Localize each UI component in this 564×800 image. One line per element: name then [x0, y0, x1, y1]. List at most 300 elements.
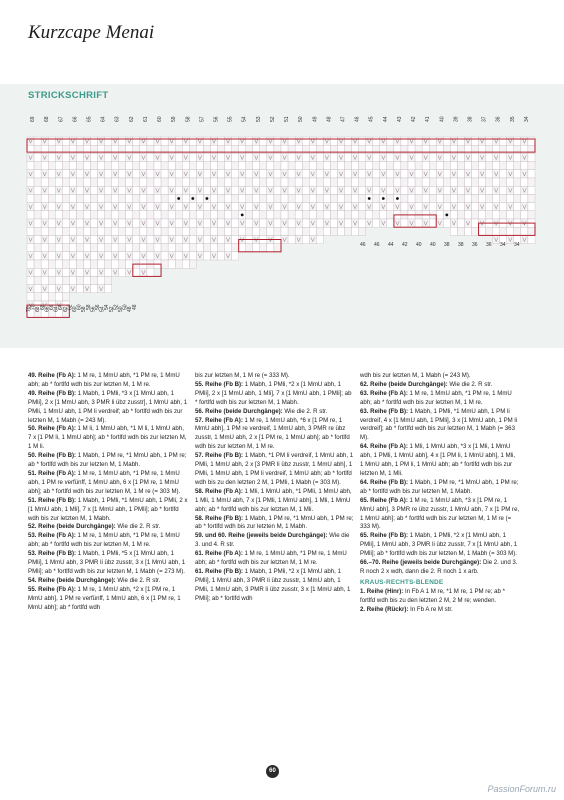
chart-cell: [154, 227, 161, 235]
chart-cell: [486, 137, 493, 145]
chart-cell: [189, 162, 196, 170]
chart-cell: [105, 211, 112, 219]
chart-cell: [345, 162, 352, 170]
chart-cell: [521, 203, 528, 211]
chart-cell: [62, 293, 69, 301]
chart-cell: [295, 211, 302, 219]
chart-cell: [140, 211, 147, 219]
row-label-top: 68: [44, 116, 51, 122]
row-label-side: 46: [360, 242, 366, 248]
chart-cell: [147, 178, 154, 186]
chart-cell: [27, 186, 34, 194]
chart-cell: [232, 186, 239, 194]
chart-cell: [267, 153, 274, 161]
chart-cell: [479, 203, 486, 211]
chart-cell: [295, 203, 302, 211]
chart-cell: [260, 162, 267, 170]
chart-cell: [472, 137, 479, 145]
chart-cell: [140, 203, 147, 211]
chart-cell: [302, 170, 309, 178]
chart-cell: [373, 153, 380, 161]
chart-cell: [76, 276, 83, 284]
chart-cell: [359, 194, 366, 202]
instruction-paragraph: [28, 425, 188, 452]
row-label: 64. Reihe (Fb B):: [360, 478, 409, 486]
chart-cell: [401, 162, 408, 170]
chart-cell: [239, 203, 246, 211]
row-text: Wie die 2. R str.: [115, 576, 161, 584]
chart-cell: [429, 153, 436, 161]
row-text: Wie die 2. R str.: [447, 380, 493, 388]
chart-cell: [210, 211, 217, 219]
row-label-top: 56: [213, 116, 220, 122]
chart-cell: [133, 211, 140, 219]
chart-cell: [105, 162, 112, 170]
chart-cell: [154, 186, 161, 194]
chart-cell: [196, 170, 203, 178]
chart-cell: [239, 194, 246, 202]
chart-cell: [203, 170, 210, 178]
chart-cell: [514, 211, 521, 219]
chart-cell: [464, 219, 471, 227]
chart-cell: [76, 178, 83, 186]
instruction-paragraph: [360, 532, 520, 559]
chart-cell: [41, 153, 48, 161]
chart-cell: [41, 162, 48, 170]
chart-cell: [126, 194, 133, 202]
chart-cell: [34, 252, 41, 260]
chart-cell: [98, 211, 105, 219]
chart-cell: [91, 285, 98, 293]
chart-cell: [253, 162, 260, 170]
chart-cell: [225, 211, 232, 219]
chart-cell: [528, 137, 535, 145]
chart-cell: [337, 162, 344, 170]
chart-cell: [168, 153, 175, 161]
chart-cell: [493, 137, 500, 145]
chart-cell: [105, 244, 112, 252]
chart-cell: [443, 153, 450, 161]
row-text: 1 Mli, 1 MmU abh, *1 PMli, 1 MmU abh, 1 Mli, 1 MmU abh, 7 x [1 PMli, 1 MmU abh], 1 Mli, 1 MmU abh; ab * fortlfd wdh bis zur letzten M, 1 Mli.: [195, 487, 352, 513]
chart-cell: [528, 162, 535, 170]
row-label-top: 66: [72, 116, 79, 122]
chart-cell: [154, 235, 161, 243]
chart-cell: [295, 153, 302, 161]
chart-cell: [168, 260, 175, 268]
chart-cell: [161, 219, 168, 227]
chart-cell: [408, 170, 415, 178]
chart-cell: [41, 137, 48, 145]
row-label-bottom: 70: [30, 304, 37, 310]
chart-cell: [69, 137, 76, 145]
chart-cell: [147, 162, 154, 170]
chart-cell: [359, 219, 366, 227]
chart-cell: [500, 227, 507, 235]
chart-cell: [316, 235, 323, 243]
chart-cell: [62, 252, 69, 260]
row-label-bottom: 66: [49, 304, 55, 310]
chart-cell: [302, 203, 309, 211]
chart-cell: [316, 219, 323, 227]
row-label-top: 35: [509, 116, 516, 122]
chart-cell: [112, 211, 119, 219]
chart-cell: [316, 203, 323, 211]
chart-cell: [415, 162, 422, 170]
chart-cell: [112, 235, 119, 243]
chart-cell: [218, 170, 225, 178]
chart-cell: [337, 219, 344, 227]
chart-cell: [27, 285, 34, 293]
chart-cell: [500, 153, 507, 161]
chart-cell: [225, 178, 232, 186]
chart-cell: [175, 219, 182, 227]
chart-cell: [493, 211, 500, 219]
chart-cell: [98, 244, 105, 252]
row-label: 55. Reihe (Fb B):: [195, 380, 244, 388]
chart-cell: [48, 153, 55, 161]
row-label-top: 40: [439, 116, 446, 122]
chart-cell: [345, 170, 352, 178]
chart-cell: [394, 203, 401, 211]
chart-cell: [464, 194, 471, 202]
chart-cell: [302, 186, 309, 194]
chart-cell: [457, 203, 464, 211]
chart-cell: [161, 260, 168, 268]
chart-cell: [225, 252, 232, 260]
chart-cell: [98, 137, 105, 145]
row-label: 57. Reihe (Fb A):: [195, 416, 243, 424]
chart-cell: [112, 244, 119, 252]
chart-cell: [105, 186, 112, 194]
chart-cell: [330, 162, 337, 170]
chart-cell: [239, 219, 246, 227]
chart-cell: [281, 211, 288, 219]
chart-cell: [514, 186, 521, 194]
row-label: 56. Reihe (beide Durchgänge):: [195, 407, 283, 415]
instruction-paragraph: [28, 390, 188, 426]
chart-cell: [260, 170, 267, 178]
row-label-bottom: 48: [131, 304, 138, 310]
chart-cell: [34, 194, 41, 202]
chart-cell: [472, 178, 479, 186]
chart-cell: [323, 211, 330, 219]
chart-cell: [210, 170, 217, 178]
chart-cell: [48, 252, 55, 260]
chart-cell: [91, 170, 98, 178]
row-label-top: 53: [255, 116, 262, 122]
chart-cell: [48, 227, 55, 235]
chart-cell: [246, 227, 253, 235]
chart-cell: [521, 235, 528, 243]
row-text: 1 M re, 1 MmU abh, *1 PM re, 1 MmU abh; ab * fortlfd wdh bis zur letzten M, 1 M re.: [28, 532, 180, 549]
chart-cell: [309, 186, 316, 194]
chart-cell: [464, 227, 471, 235]
row-text: 1 Mabh, *1 PM li verdreif, 1 MmU abh, 1 PMli, 1 MmU abh, 2 x [3 PMR li übz zusstr, 1 MmU abh], 1 PMli, 1 MmU abh, 1 PM li verdreif, 1 MmU abh; ab * fortlfd wdh bis zu den letzten 2 M, 1 PMli, 1 Mabh (= 303 M).: [195, 452, 354, 486]
row-label-top: 52: [269, 116, 276, 122]
chart-cell: [55, 268, 62, 276]
chart-cell: [112, 203, 119, 211]
chart-cell: [500, 211, 507, 219]
row-label: 50. Reihe (Fb B):: [28, 452, 77, 460]
chart-cell: [323, 186, 330, 194]
row-label: 54. Reihe (beide Durchgänge):: [28, 576, 116, 584]
instruction-paragraph: [360, 372, 520, 381]
chart-cell: [422, 162, 429, 170]
chart-cell: [98, 260, 105, 268]
chart-cell: [274, 203, 281, 211]
chart-cell: [302, 219, 309, 227]
chart-cell: [486, 203, 493, 211]
chart-cell: [422, 178, 429, 186]
chart-cell: [450, 203, 457, 211]
chart-cell: [133, 170, 140, 178]
chart-cell: [323, 137, 330, 145]
chart-cell: [253, 170, 260, 178]
chart-cell: [260, 153, 267, 161]
chart-cell: [83, 285, 90, 293]
chart-cell: [161, 162, 168, 170]
chart-cell: [225, 170, 232, 178]
chart-cell: [486, 162, 493, 170]
chart-cell: [154, 244, 161, 252]
row-label-bottom: 54: [104, 304, 111, 310]
chart-cell: [436, 153, 443, 161]
row-label-side: 36: [472, 242, 478, 248]
chart-cell: [69, 219, 76, 227]
chart-cell: [366, 211, 373, 219]
chart-cell: [225, 153, 232, 161]
chart-cell: [196, 244, 203, 252]
chart-cell: [62, 235, 69, 243]
chart-cell: [218, 194, 225, 202]
chart-cell: [218, 186, 225, 194]
chart-cell: [422, 194, 429, 202]
chart-cell: [493, 194, 500, 202]
chart-cell: [161, 137, 168, 145]
chart-cell: [345, 186, 352, 194]
chart-cell: [83, 219, 90, 227]
chart-cell: [34, 276, 41, 284]
chart-cell: [267, 244, 274, 252]
row-label-top: 51: [284, 116, 291, 122]
row-label-bottom: 52: [108, 306, 115, 312]
chart-cell: [69, 203, 76, 211]
chart-cell: [422, 153, 429, 161]
chart-cell: [34, 293, 41, 301]
chart-cell: [147, 211, 154, 219]
instruction-paragraph: [360, 497, 520, 533]
instruction-paragraph: [195, 408, 355, 417]
chart-cell: [225, 244, 232, 252]
chart-cell: [274, 227, 281, 235]
chart-cell: [133, 268, 140, 276]
chart-cell: [239, 137, 246, 145]
chart-cell: [126, 235, 133, 243]
chart-cell: [182, 227, 189, 235]
chart-cell: [69, 276, 76, 284]
row-label-top: 60: [157, 116, 164, 122]
chart-cell: [41, 244, 48, 252]
chart-cell: [316, 178, 323, 186]
chart-cell: [528, 203, 535, 211]
chart-cell: [274, 153, 281, 161]
chart-cell: [133, 137, 140, 145]
row-text: 1 Mabh, 1 PM re, *1 MmU abh, 1 PM re; ab * fortlfd wdh bis zur letzten M, 1 Mabh.: [195, 514, 354, 531]
chart-cell: [175, 162, 182, 170]
chart-cell: [34, 285, 41, 293]
chart-cell: [507, 235, 514, 243]
chart-cell: [394, 170, 401, 178]
chart-cell: [210, 235, 217, 243]
chart-cell: [493, 203, 500, 211]
chart-cell: [352, 137, 359, 145]
chart-cell: [436, 170, 443, 178]
chart-cell: [422, 219, 429, 227]
chart-cell: [182, 186, 189, 194]
row-label-side: 42: [402, 242, 408, 248]
chart-cell: [119, 178, 126, 186]
chart-cell: [380, 203, 387, 211]
row-label: 49. Reihe (Fb A):: [28, 372, 76, 379]
chart-cell: [225, 227, 232, 235]
chart-cell: [260, 244, 267, 252]
chart-cell: [161, 211, 168, 219]
chart-cell: [34, 186, 41, 194]
chart-cell: [316, 227, 323, 235]
chart-cell: [345, 227, 352, 235]
row-label-top: 58: [185, 116, 192, 122]
row-label-top: 37: [481, 116, 488, 122]
chart-cell: [472, 162, 479, 170]
chart-cell: [436, 219, 443, 227]
page-title: Kurzcape Menai: [28, 22, 155, 43]
row-label-side: 46: [374, 242, 380, 248]
row-label: 59. und 60. Reihe (jeweils beide Durchgänge):: [195, 532, 328, 540]
chart-cell: [41, 219, 48, 227]
text-column-3: [360, 372, 520, 614]
chart-cell: [302, 211, 309, 219]
row-text: Die 2. und 3. R noch 2 x wdh, dann die 2. R noch 1 x arb.: [360, 559, 518, 575]
chart-cell: [274, 194, 281, 202]
chart-cell: [161, 203, 168, 211]
chart-cell: [98, 178, 105, 186]
chart-cell: [359, 170, 366, 178]
row-label-top: 49: [312, 116, 319, 122]
chart-cell: [246, 186, 253, 194]
chart-cell: [55, 227, 62, 235]
chart-cell: [182, 252, 189, 260]
chart-cell: [345, 194, 352, 202]
chart-cell: [55, 137, 62, 145]
chart-cell: [83, 194, 90, 202]
chart-cell: [41, 227, 48, 235]
chart-cell: [295, 219, 302, 227]
chart-cell: [182, 235, 189, 243]
chart-cell: [182, 244, 189, 252]
chart-cell: [225, 137, 232, 145]
chart-cell: [189, 252, 196, 260]
row-label-bottom: 56: [90, 306, 97, 312]
chart-cell: [337, 186, 344, 194]
chart-cell: [48, 285, 55, 293]
chart-cell: [41, 252, 48, 260]
chart-cell: [161, 235, 168, 243]
chart-cell: [443, 186, 450, 194]
chart-cell: [521, 194, 528, 202]
chart-cell: [401, 219, 408, 227]
chart-cell: [175, 227, 182, 235]
chart-cell: [126, 244, 133, 252]
chart-cell: [472, 211, 479, 219]
chart-cell: [140, 244, 147, 252]
chart-cell: [514, 203, 521, 211]
chart-cell: [352, 227, 359, 235]
row-label: 2. Reihe (Rückr):: [360, 605, 409, 613]
chart-cell: [62, 170, 69, 178]
chart-cell: [260, 227, 267, 235]
chart-cell: [323, 153, 330, 161]
chart-cell: [161, 194, 168, 202]
chart-cell: [337, 170, 344, 178]
chart-cell: [373, 162, 380, 170]
chart-cell: [443, 219, 450, 227]
chart-cell: [203, 244, 210, 252]
chart-cell: [203, 153, 210, 161]
chart-cell: [380, 137, 387, 145]
chart-cell: [140, 153, 147, 161]
row-label-bottom: 56: [95, 304, 101, 310]
instruction-paragraph: [360, 443, 520, 479]
chart-cell: [105, 268, 112, 276]
chart-cell: [98, 219, 105, 227]
chart-cell: [189, 170, 196, 178]
chart-cell: [203, 203, 210, 211]
chart-cell: [260, 203, 267, 211]
chart-cell: [394, 219, 401, 227]
chart-cell: [69, 178, 76, 186]
chart-cell: [246, 162, 253, 170]
chart-cell: [27, 162, 34, 170]
chart-cell: [140, 252, 147, 260]
chart-cell: [196, 252, 203, 260]
chart-cell: [345, 178, 352, 186]
chart-cell: [450, 137, 457, 145]
chart-cell: [260, 211, 267, 219]
chart-cell: [436, 162, 443, 170]
chart-cell: [450, 153, 457, 161]
page-number: 60: [266, 765, 279, 778]
chart-cell: [140, 219, 147, 227]
chart-cell: [316, 137, 323, 145]
chart-cell: [119, 153, 126, 161]
chart-cell: [112, 186, 119, 194]
chart-cell: [27, 293, 34, 301]
chart-cell: [168, 235, 175, 243]
row-text: 1 M li, 1 MmU abh, *1 M li, 1 MmU abh, 7 x [1 PM li, 1 MmU abh]; ab * fortlfd wdh bis zur letzten M, 1 M li.: [28, 425, 187, 451]
chart-cell: [457, 137, 464, 145]
instruction-paragraph: [360, 390, 520, 408]
chart-cell: [288, 203, 295, 211]
chart-cell: [34, 137, 41, 145]
chart-cell: [309, 227, 316, 235]
row-text: Wie die 2. R str.: [282, 407, 328, 415]
chart-cell: [415, 219, 422, 227]
chart-cell: [225, 194, 232, 202]
instruction-paragraph: [28, 523, 188, 532]
chart-cell: [486, 211, 493, 219]
chart-cell: [112, 153, 119, 161]
chart-cell: [232, 153, 239, 161]
